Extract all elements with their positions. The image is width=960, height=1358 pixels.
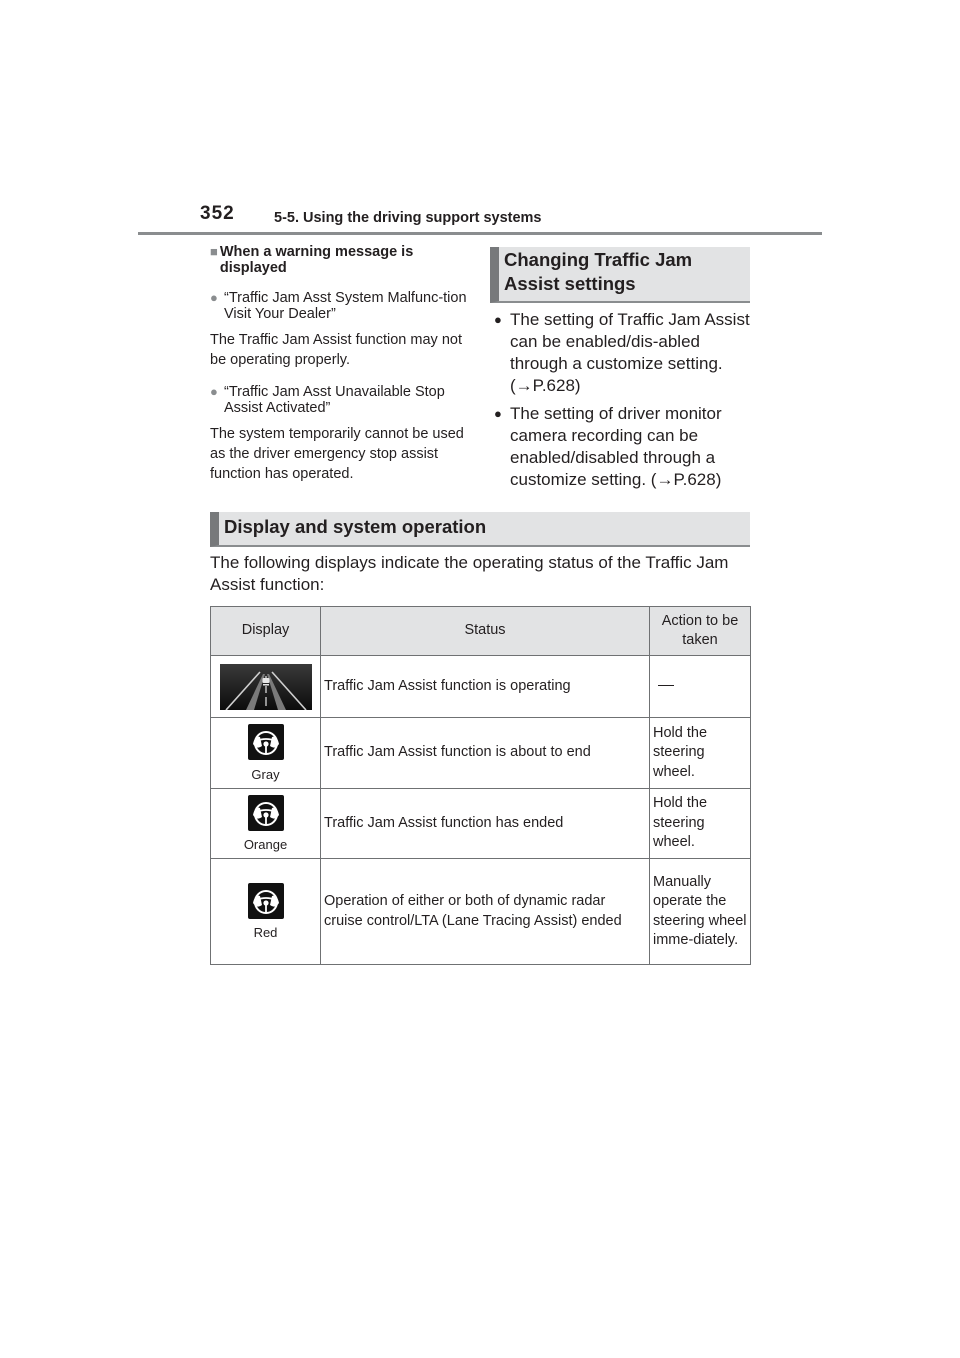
warning-message-title: “Traffic Jam Asst System Malfunc-tion Visit Your Dealer” — [224, 290, 467, 322]
icon-color-caption: Red — [253, 925, 278, 941]
warning-message-description: The system temporarily cannot be used as the driver emergency stop assist function has operated. — [210, 426, 464, 482]
changing-settings-list — [494, 309, 752, 497]
display-cell — [211, 789, 321, 859]
settings-item-text: The setting of Traffic Jam Assist can be enabled/dis-abled through a customize setting. ( — [510, 310, 750, 395]
display-cell — [211, 656, 321, 718]
status-cell: Traffic Jam Assist function is operating — [321, 656, 650, 718]
changing-settings-heading — [490, 247, 750, 303]
square-bullet-icon: ■ — [210, 244, 218, 259]
page-ref-link[interactable]: P.628) — [673, 470, 722, 489]
action-cell: Hold the steering wheel. — [650, 789, 751, 859]
status-cell: Traffic Jam Assist function has ended — [321, 789, 650, 859]
warning-subheading-text: When a warning message is displayed — [219, 244, 414, 276]
display-cell — [211, 859, 321, 965]
icon-color-caption: Gray — [251, 766, 280, 782]
status-table — [210, 606, 751, 965]
circle-bullet-icon: ● — [494, 406, 502, 421]
action-cell: Hold the steering wheel. — [650, 718, 751, 789]
table-row — [211, 859, 751, 965]
table-row — [211, 656, 751, 718]
column-header-action: Action to be taken — [650, 607, 751, 656]
circle-bullet-icon: ● — [494, 312, 502, 327]
table-header-row — [211, 607, 751, 656]
page-ref-link[interactable]: P.628) — [532, 376, 581, 395]
changing-heading-line1: Changing Traffic Jam — [504, 249, 693, 270]
warning-messages — [210, 244, 472, 484]
warning-message-1 — [210, 290, 472, 322]
circle-bullet-icon: ● — [210, 384, 218, 399]
action-cell: Manually operate the steering wheel imme-diately. — [650, 859, 751, 965]
display-operation-heading: Display and system operation — [210, 512, 750, 547]
column-header-display: Display — [211, 607, 321, 656]
action-cell — [650, 656, 751, 718]
settings-item-1 — [494, 309, 752, 397]
warning-message-title: “Traffic Jam Asst Unavailable Stop Assist Activated” — [224, 384, 445, 416]
table-row — [211, 718, 751, 789]
section-title: 5-5. Using the driving support systems — [274, 210, 542, 226]
arrow-icon: → — [515, 376, 533, 395]
traffic-jam-road-icon — [220, 664, 312, 710]
warning-message-description: The Traffic Jam Assist function may not be operating properly. — [210, 332, 462, 368]
icon-color-caption: Orange — [243, 837, 288, 853]
warning-subheading — [210, 244, 472, 276]
dash-icon — [658, 685, 674, 686]
warning-message-2 — [210, 384, 472, 416]
steering-wheel-hands-icon — [248, 883, 284, 919]
column-header-status: Status — [321, 607, 650, 656]
page-number: 352 — [200, 203, 235, 224]
settings-item-2 — [494, 403, 752, 491]
settings-item-text: The setting of driver monitor camera recording can be enabled/disabled through a customize setting. ( — [510, 404, 722, 489]
status-cell: Operation of either or both of dynamic radar cruise control/LTA (Lane Tracing Assist) ended — [321, 859, 650, 965]
changing-heading-line2: Assist settings — [504, 273, 636, 294]
arrow-icon: → — [656, 470, 674, 489]
status-cell: Traffic Jam Assist function is about to end — [321, 718, 650, 789]
steering-wheel-hands-icon — [248, 795, 284, 831]
table-row — [211, 789, 751, 859]
display-cell — [211, 718, 321, 789]
display-intro-text: The following displays indicate the operating status of the Traffic Jam Assist function: — [210, 553, 729, 594]
circle-bullet-icon: ● — [210, 290, 218, 305]
steering-wheel-hands-icon — [248, 724, 284, 760]
header-rule — [138, 232, 822, 235]
